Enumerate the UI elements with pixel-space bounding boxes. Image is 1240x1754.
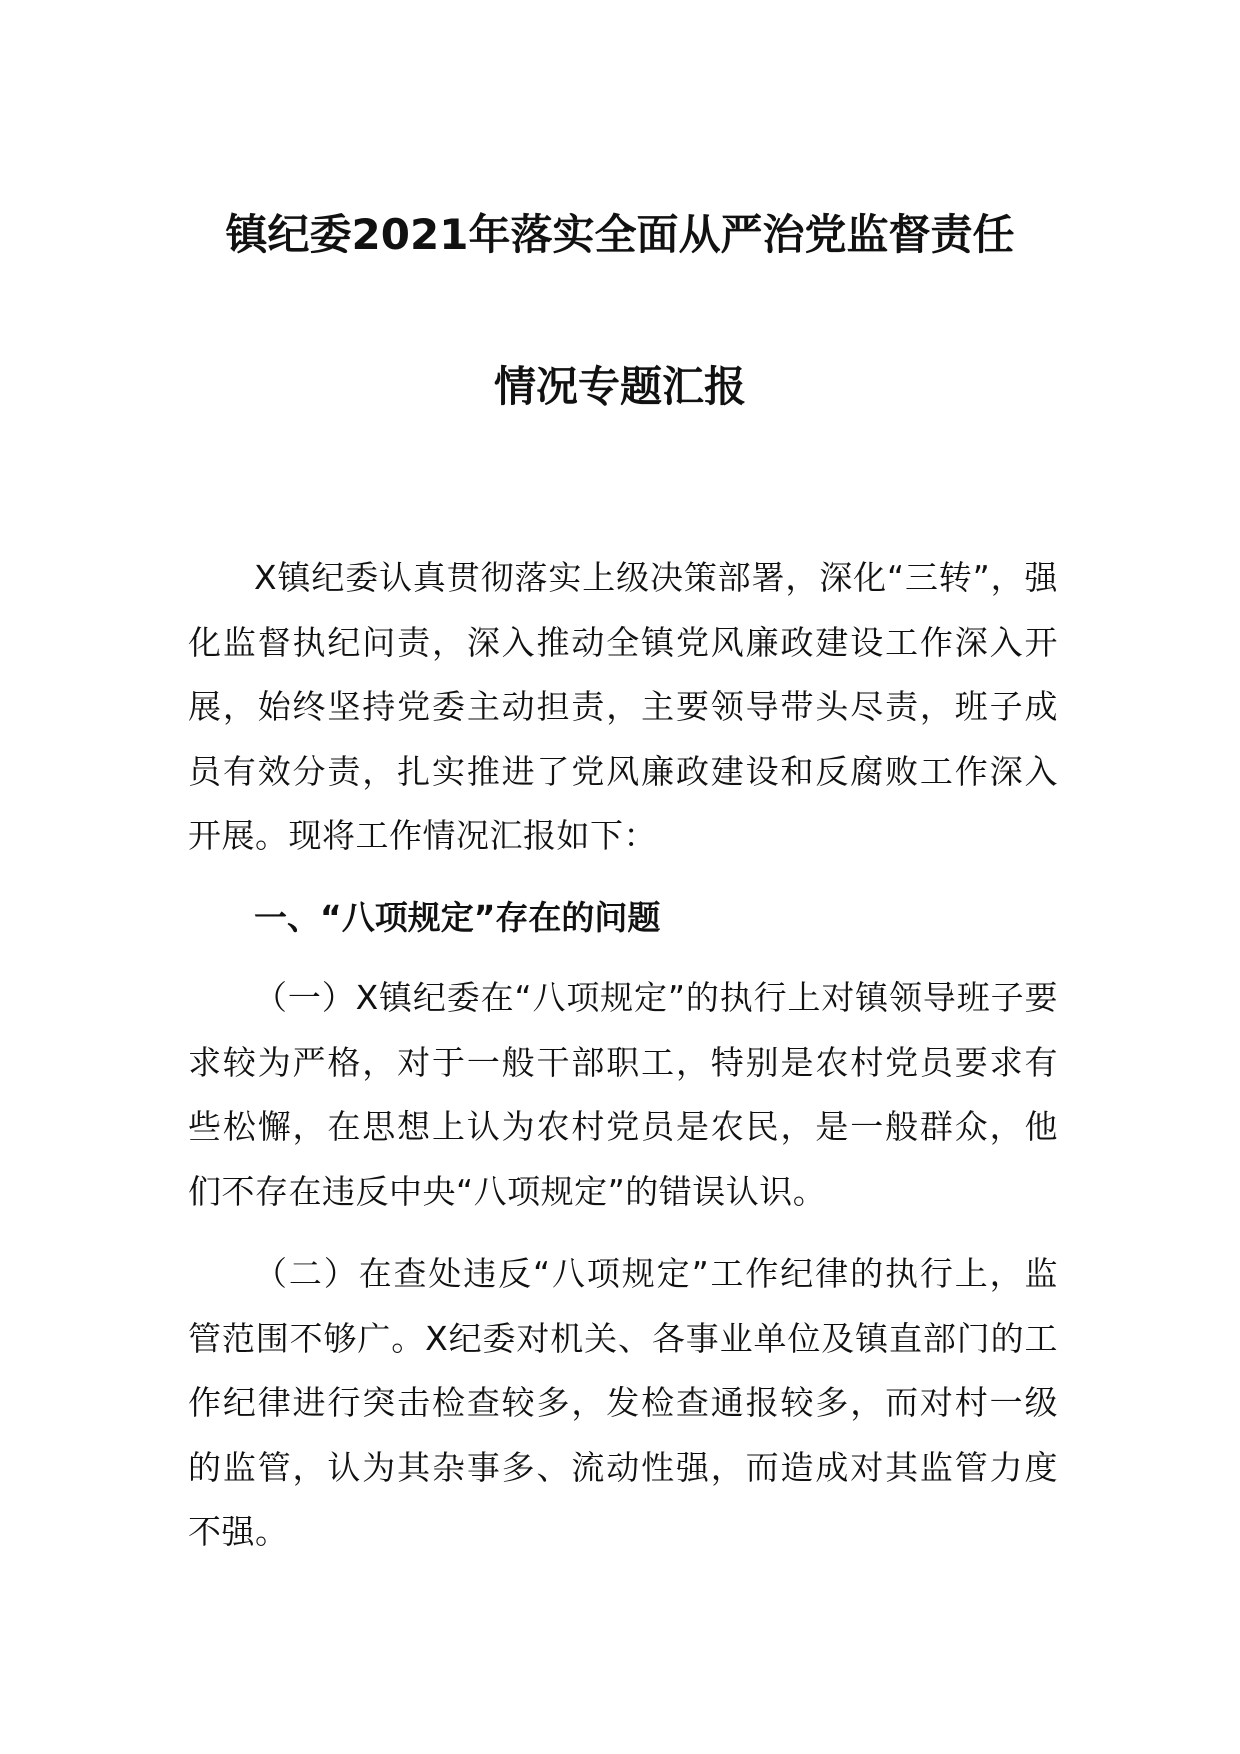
section-1-item-1: （一）X镇纪委在“八项规定”的执行上对镇领导班子要求较为严格，对于一般干部职工，特别是农村党员要求有些松懈，在思想上认为农村党员是农民，是一般群众，他们不存在违反中央“八项规定”的错误认识。 (188, 978, 1058, 1211)
intro-paragraph: X镇纪委认真贯彻落实上级决策部署，深化“三转”，强化监督执纪问责，深入推动全镇党风廉政建设工作深入开展，始终坚持党委主动担责，主要领导带头尽责，班子成员有效分责，扎实推进了党风廉政建设和反腐败工作深入开展。现将工作情况汇报如下： (188, 558, 1058, 855)
section-heading-1: 一、“八项规定”存在的问题 (254, 898, 661, 937)
document-title-line-2: 情况专题汇报 (493, 362, 746, 411)
document-title-line-1: 镇纪委2021年落实全面从严治党监督责任 (225, 210, 1015, 259)
section-1-item-2: （二）在查处违反“八项规定”工作纪律的执行上，监管范围不够广。X纪委对机关、各事业单位及镇直部门的工作纪律进行突击检查较多，发检查通报较多，而对村一级的监管，认为其杂事多、流动性强，而造成对其监管力度不强。 (188, 1254, 1058, 1551)
